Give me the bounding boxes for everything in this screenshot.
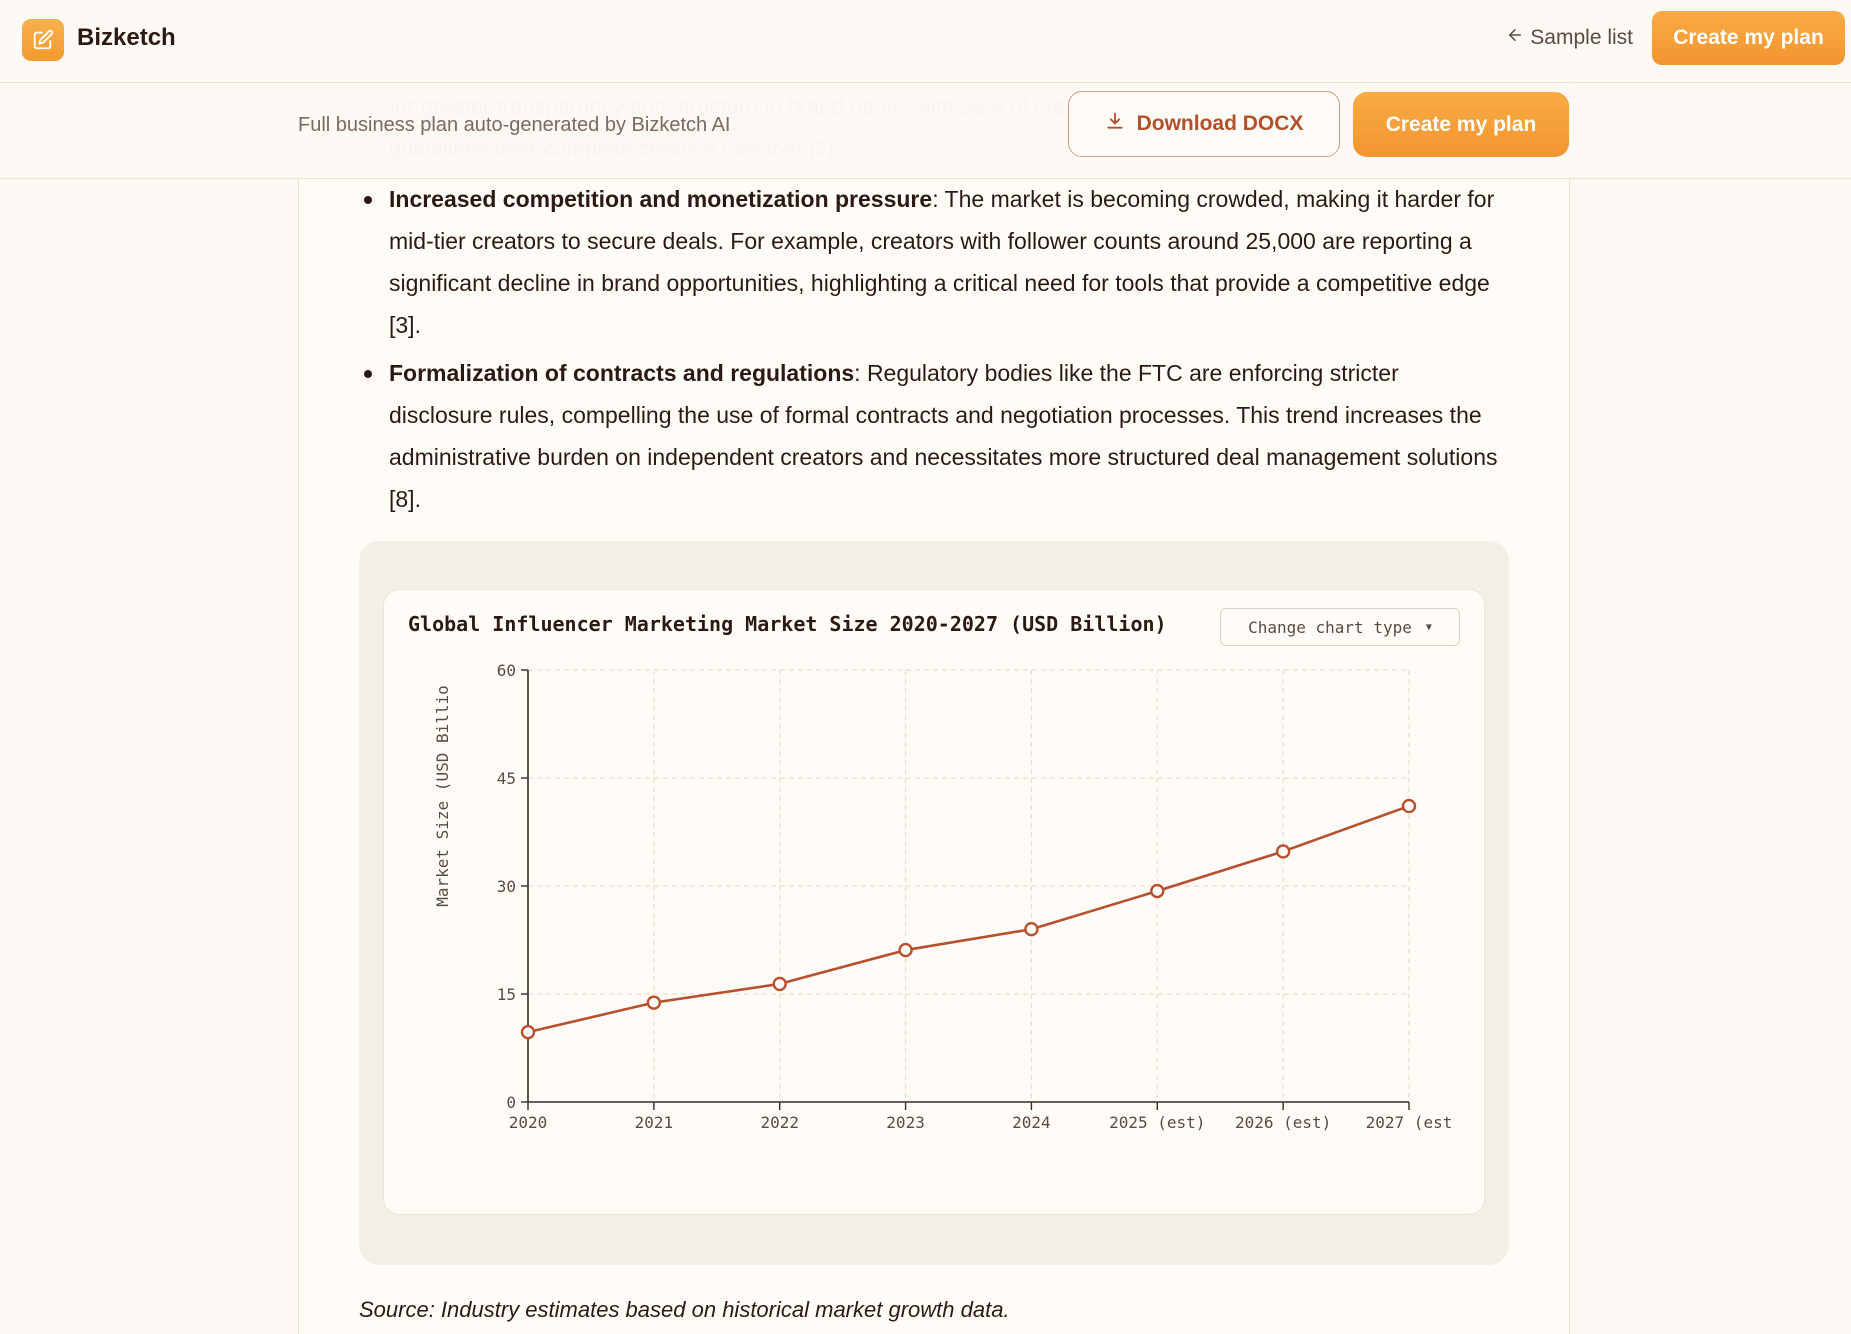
x-tick-label: 2024 bbox=[1012, 1113, 1051, 1132]
bullet-dot bbox=[364, 196, 372, 204]
brand-name[interactable]: Bizketch bbox=[77, 24, 176, 51]
download-docx-button[interactable] bbox=[1068, 91, 1340, 157]
data-point bbox=[1151, 885, 1163, 897]
list-item bbox=[350, 178, 1500, 346]
trend-bullet-list bbox=[350, 178, 1500, 526]
sample-list-link[interactable] bbox=[1506, 26, 1633, 50]
chart-source-note: Source: Industry estimates based on historical market growth data. bbox=[359, 1297, 1010, 1322]
create-plan-button[interactable]: Create my plan bbox=[1353, 92, 1569, 157]
y-tick-label: 0 bbox=[506, 1093, 516, 1112]
top-header bbox=[0, 0, 1851, 83]
edit-icon[interactable] bbox=[22, 19, 64, 61]
y-tick-label: 60 bbox=[496, 661, 516, 680]
create-plan-button-header[interactable]: Create my plan bbox=[1652, 11, 1845, 65]
arrow-left-icon bbox=[1506, 26, 1524, 50]
caret-down-icon: ▼ bbox=[1425, 621, 1432, 633]
bullet-dot bbox=[364, 370, 372, 378]
download-icon bbox=[1105, 111, 1125, 137]
x-tick-label: 2025 (est) bbox=[1109, 1113, 1206, 1132]
y-axis-label: Market Size (USD Billio bbox=[433, 685, 452, 907]
y-tick-label: 15 bbox=[496, 985, 516, 1004]
chart-title: Global Influencer Marketing Market Size 2020-2027 (USD Billion) bbox=[408, 612, 1167, 636]
sample-list-label: Sample list bbox=[1530, 26, 1633, 49]
x-tick-label: 2022 bbox=[760, 1113, 799, 1132]
x-tick-label: 2020 bbox=[508, 1113, 548, 1132]
y-tick-label: 30 bbox=[496, 877, 516, 896]
bullet-body: : Regulatory bodies like the FTC are enforcing stricter disclosure rules, compelling the use of formal contracts and negotiation processes. This trend increases the administrative burden on independent creators and necessitates more structured deal management solutions [8]. bbox=[389, 360, 1498, 512]
x-tick-label: 2023 bbox=[886, 1113, 925, 1132]
bullet-title: Formalization of contracts and regulations bbox=[389, 360, 855, 386]
series-line bbox=[528, 806, 1409, 1032]
data-point bbox=[900, 944, 912, 956]
data-point bbox=[522, 1026, 534, 1038]
x-tick-label: 2026 (est) bbox=[1234, 1113, 1332, 1132]
data-point bbox=[1025, 923, 1037, 935]
chart-panel bbox=[359, 541, 1509, 1265]
change-chart-type-label: Change chart type bbox=[1248, 617, 1412, 637]
subheader-subtitle: Full business plan auto-generated by Bizketch AI bbox=[298, 114, 731, 136]
line-chart bbox=[384, 650, 1484, 1210]
chart-card bbox=[383, 589, 1485, 1215]
data-point bbox=[1277, 845, 1289, 857]
data-point bbox=[774, 978, 786, 990]
bullet-body: : The market is becoming crowded, making it harder for mid-tier creators to secure deals. For example, creators with follower counts around 25,000 are reporting a significant decline in brand opportunities, highlighting a critical need for tools that provide a competitive edge [3]. bbox=[389, 186, 1495, 338]
data-point bbox=[1403, 800, 1415, 812]
x-tick-label: 2021 bbox=[634, 1113, 674, 1132]
download-docx-label: Download DOCX bbox=[1136, 112, 1304, 135]
data-point bbox=[648, 997, 660, 1009]
change-chart-type-dropdown[interactable] bbox=[1220, 608, 1460, 646]
y-tick-label: 45 bbox=[496, 769, 516, 788]
bullet-title: Increased competition and monetization pressure bbox=[389, 186, 933, 212]
sub-header bbox=[0, 84, 1851, 179]
x-tick-label: 2027 (est bbox=[1365, 1113, 1453, 1132]
list-item bbox=[350, 352, 1500, 520]
